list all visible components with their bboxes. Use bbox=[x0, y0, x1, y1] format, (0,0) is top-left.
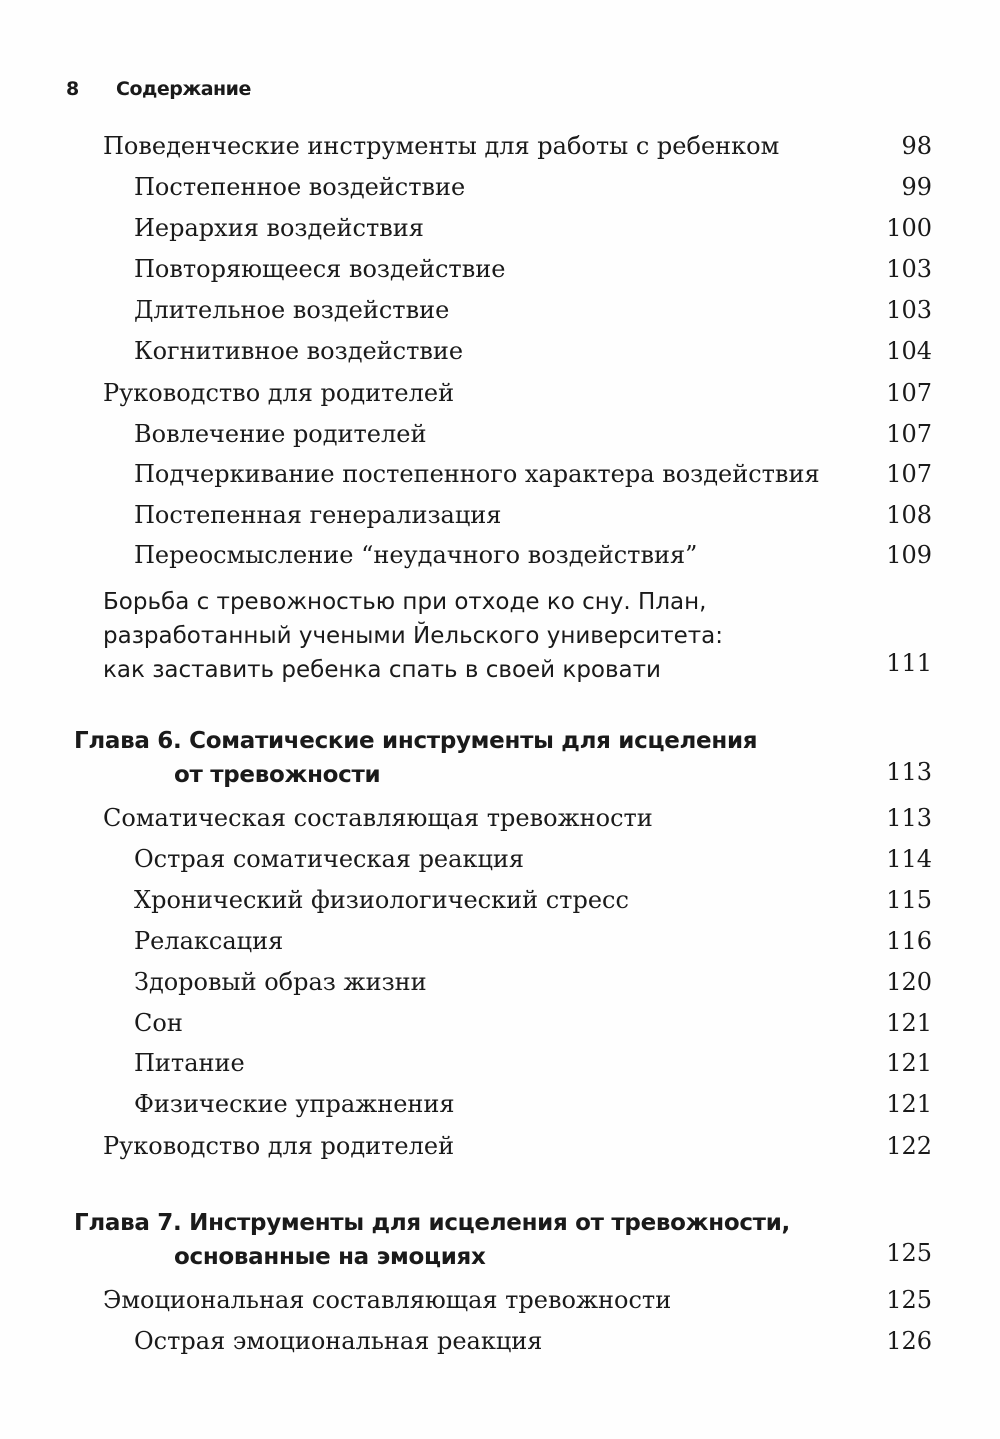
chapter-7-line-2: основанные на эмоциях bbox=[174, 1244, 486, 1270]
chapter-6-line-2: от тревожности bbox=[174, 762, 381, 788]
toc-entry-title: Острая эмоциональная реакция bbox=[134, 1327, 543, 1355]
toc-entry-title: Иерархия воздействия bbox=[134, 214, 424, 242]
toc-entry-page: 121 bbox=[886, 1009, 932, 1037]
toc-entry-page: 99 bbox=[901, 173, 932, 201]
chapter-6-line-1: Глава 6. Соматические инструменты для исцеления bbox=[74, 728, 758, 754]
toc-entry-page: 122 bbox=[886, 1132, 932, 1160]
toc-entry bbox=[0, 458, 1000, 496]
toc-entry bbox=[0, 171, 1000, 209]
chapter-7-heading bbox=[74, 1206, 790, 1274]
toc-entry-page: 100 bbox=[886, 214, 932, 242]
running-header bbox=[66, 78, 251, 108]
toc-entry bbox=[0, 1130, 1000, 1168]
yale-sidebar-entry bbox=[103, 585, 723, 687]
chapter-7-page: 125 bbox=[886, 1239, 932, 1267]
yale-line-1: Борьба с тревожностью при отходе ко сну. План, bbox=[103, 589, 707, 615]
toc-entry bbox=[0, 1325, 1000, 1363]
toc-entry-title: Релаксация bbox=[134, 927, 284, 955]
toc-entry-page: 113 bbox=[886, 804, 932, 832]
toc-entry-page: 104 bbox=[886, 337, 932, 365]
toc-entry-title: Сон bbox=[134, 1009, 183, 1037]
toc-entry-title: Поведенческие инструменты для работы с ребенком bbox=[103, 132, 780, 160]
toc-entry bbox=[0, 1284, 1000, 1322]
toc-entry-title: Повторяющееся воздействие bbox=[134, 255, 506, 283]
toc-entry-title: Длительное воздействие bbox=[134, 296, 450, 324]
toc-entry bbox=[0, 294, 1000, 332]
toc-entry-page: 109 bbox=[886, 541, 932, 569]
chapter-6-heading bbox=[74, 724, 757, 792]
toc-entry bbox=[0, 966, 1000, 1004]
toc-entry-title: Питание bbox=[134, 1049, 245, 1077]
toc-entry bbox=[0, 212, 1000, 250]
toc-entry-title: Руководство для родителей bbox=[103, 1132, 455, 1160]
toc-entry-title: Когнитивное воздействие bbox=[134, 337, 464, 365]
toc-entry-title: Острая соматическая реакция bbox=[134, 845, 525, 873]
toc-entry bbox=[0, 499, 1000, 537]
yale-page: 111 bbox=[886, 649, 932, 677]
toc-entry-page: 108 bbox=[886, 501, 932, 529]
toc-entry bbox=[0, 884, 1000, 922]
toc-entry-page: 115 bbox=[886, 886, 932, 914]
toc-entry-page: 107 bbox=[886, 420, 932, 448]
toc-entry-page: 103 bbox=[886, 296, 932, 324]
toc-entry bbox=[0, 539, 1000, 577]
toc-entry bbox=[0, 1047, 1000, 1085]
toc-entry bbox=[0, 843, 1000, 881]
chapter-7-line-1: Глава 7. Инструменты для исцеления от тревожности, bbox=[74, 1210, 790, 1236]
toc-entry-title: Руководство для родителей bbox=[103, 379, 455, 407]
chapter-6-page: 113 bbox=[886, 758, 932, 786]
toc-entry-page: 121 bbox=[886, 1090, 932, 1118]
toc-entry-page: 126 bbox=[886, 1327, 932, 1355]
toc-entry-page: 114 bbox=[886, 845, 932, 873]
toc-entry-page: 121 bbox=[886, 1049, 932, 1077]
toc-entry-title: Постепенная генерализация bbox=[134, 501, 502, 529]
toc-entry-title: Эмоциональная составляющая тревожности bbox=[103, 1286, 672, 1314]
toc-entry bbox=[0, 418, 1000, 456]
toc-entry-page: 125 bbox=[886, 1286, 932, 1314]
yale-line-2: разработанный учеными Йельского университета: bbox=[103, 623, 723, 649]
toc-entry bbox=[0, 925, 1000, 963]
toc-entry bbox=[0, 253, 1000, 291]
toc-entry-title: Подчеркивание постепенного характера воздействия bbox=[134, 460, 820, 488]
toc-entry-title: Хронический физиологический стресс bbox=[134, 886, 629, 914]
toc-entry bbox=[0, 802, 1000, 840]
toc-entry-title: Физические упражнения bbox=[134, 1090, 455, 1118]
toc-entry bbox=[0, 1007, 1000, 1045]
toc-entry bbox=[0, 377, 1000, 415]
toc-entry-title: Здоровый образ жизни bbox=[134, 968, 427, 996]
toc-entry-page: 103 bbox=[886, 255, 932, 283]
toc-entry-title: Соматическая составляющая тревожности bbox=[103, 804, 653, 832]
toc-entry-page: 98 bbox=[901, 132, 932, 160]
toc-entry-title: Постепенное воздействие bbox=[134, 173, 466, 201]
toc-entry-page: 107 bbox=[886, 379, 932, 407]
yale-line-3: как заставить ребенка спать в своей кровати bbox=[103, 657, 661, 683]
toc-entry-page: 120 bbox=[886, 968, 932, 996]
toc-entry-page: 107 bbox=[886, 460, 932, 488]
toc-entry bbox=[0, 335, 1000, 373]
running-title: Содержание bbox=[116, 78, 251, 100]
toc-entry bbox=[0, 1088, 1000, 1126]
toc-entry bbox=[0, 130, 1000, 168]
page-number: 8 bbox=[66, 78, 79, 100]
toc-entry-title: Вовлечение родителей bbox=[134, 420, 427, 448]
toc-entry-title: Переосмысление “неудачного воздействия” bbox=[134, 541, 698, 569]
toc-entry-page: 116 bbox=[886, 927, 932, 955]
